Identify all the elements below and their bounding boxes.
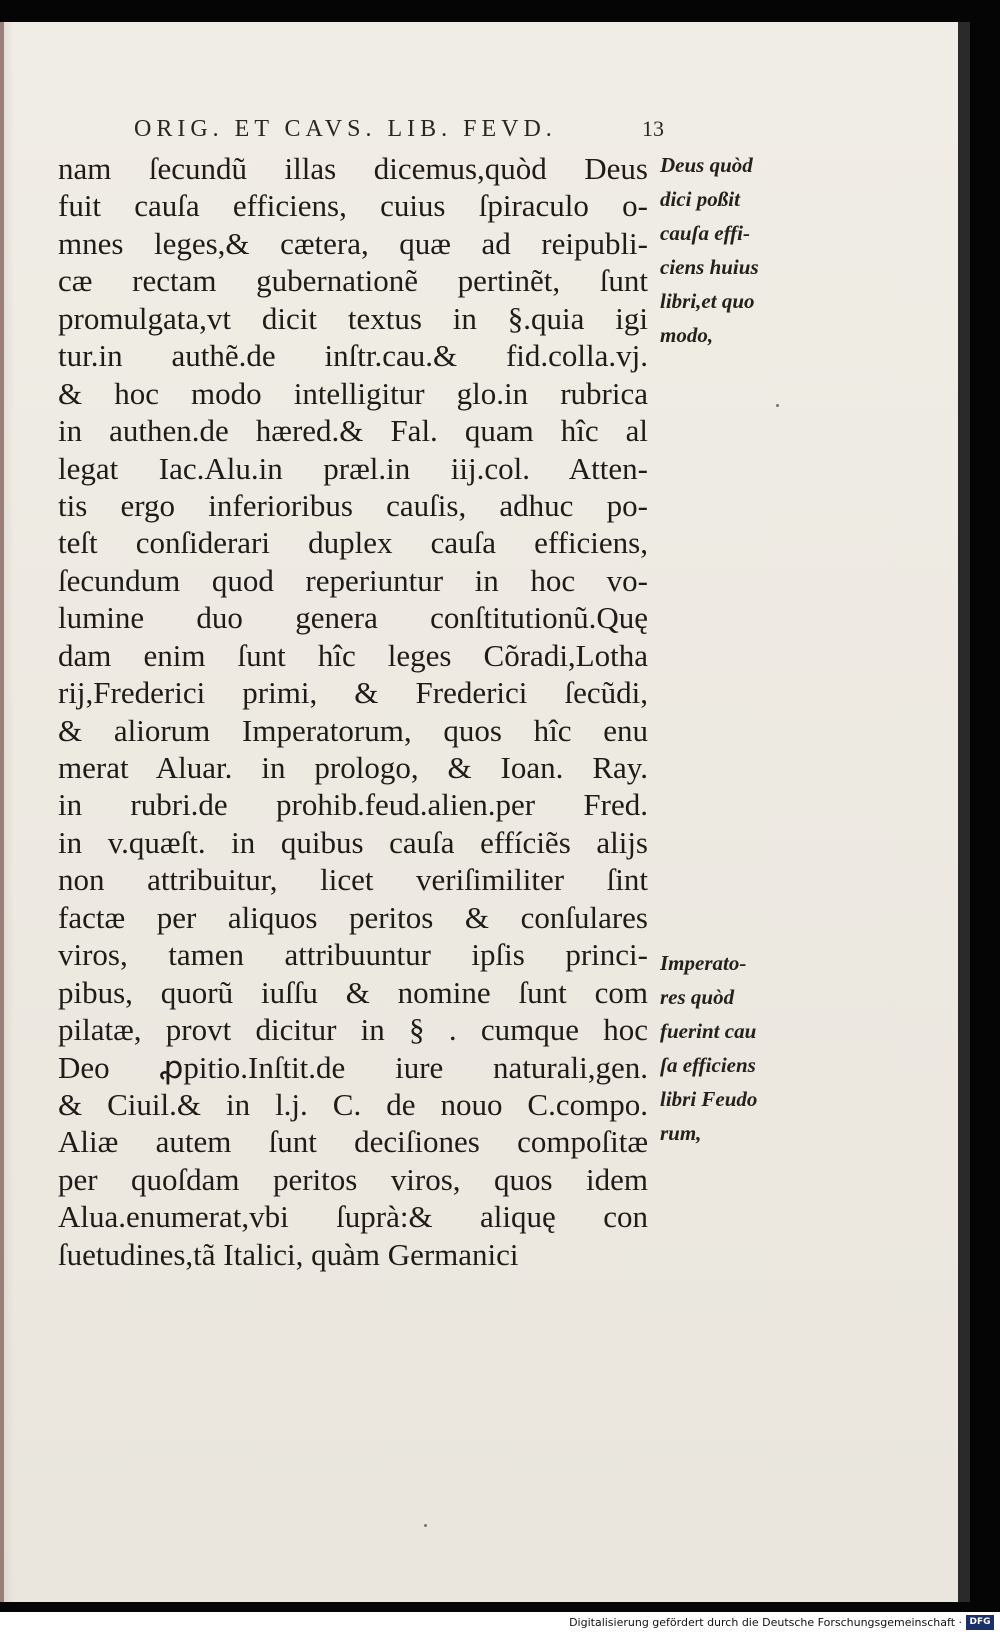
text-line: in rubri.de prohib.feud.alien.per Fred. (58, 787, 648, 823)
text-line: ſecundum quod reperiuntur in hoc vo- (58, 562, 648, 598)
running-head (134, 112, 664, 146)
text-line: pilatæ, provt dicitur in § . cumque hoc (58, 1012, 648, 1048)
text-line: cæ rectam gubernationẽ pertinẽt, ſunt (58, 263, 648, 299)
text-line: non attribuitur, licet veriſimiliter ſint (58, 862, 648, 898)
main-text-block (58, 150, 648, 1273)
text-line: in authen.de hæred.& Fal. quam hîc al (58, 413, 648, 449)
marginal-note-line: res quòd (660, 985, 735, 1009)
ink-speck (424, 1524, 427, 1527)
text-line: nam ſecundũ illas dicemus,quòd Deus (58, 151, 648, 186)
text-line: dam enim ſunt hîc leges Cõradi,Lotha (58, 637, 648, 673)
marginal-note-line: fuerint cau (660, 1019, 757, 1043)
page-gutter-edge (0, 22, 4, 1602)
page-number: 13 (642, 116, 664, 141)
text-line: & hoc modo intelligitur glo.in rubrica (58, 375, 648, 411)
marginal-note-imperatores (660, 946, 780, 1150)
text-line: ſuetudines,tã Italici, quàm Germanici (58, 1236, 519, 1272)
running-head-title: ORIG. ET CAVS. LIB. FEVD. (134, 115, 557, 142)
marginal-note-line: libri,et quo (660, 289, 755, 313)
funding-credit: Digitalisierung gefördert durch die Deutsche Forschungsgemeinschaft · (569, 1616, 962, 1629)
text-line: teſt conſiderari duplex cauſa efficiens, (58, 525, 648, 561)
text-line: fuit cauſa efficiens, cuius ſpiraculo o- (58, 188, 648, 224)
text-line: pibus, quorũ iuſſu & nomine ſunt com (58, 974, 648, 1010)
dfg-logo: DFG (966, 1615, 994, 1630)
text-line: tur.in authẽ.de inſtr.cau.& fid.colla.vj. (58, 338, 648, 374)
text-line: mnes leges,& cætera, quæ ad reipubli- (58, 225, 648, 261)
marginal-note-line: libri Feudo (660, 1087, 758, 1111)
text-line: factæ per aliquos peritos & conſulares (58, 899, 648, 935)
text-line: Deo ꝓpitio.Inſtit.de iure naturali,gen. (58, 1049, 648, 1085)
marginal-note-line: Deus quòd (660, 153, 753, 177)
text-line: merat Aluar. in prologo, & Ioan. Ray. (58, 750, 648, 785)
marginal-note-line: cauſa effi- (660, 221, 750, 245)
text-line: lumine duo genera conſtitutionũ.Quę (58, 600, 648, 636)
marginal-note-line: dici poßit (660, 187, 740, 211)
text-line: & Ciuil.& in l.j. C. de nouo C.compo. (58, 1086, 648, 1122)
ink-speck (776, 404, 779, 407)
text-line: in v.quæſt. in quibus cauſa effíciẽs alijs (58, 824, 648, 860)
text-line: rij,Frederici primi, & Frederici ſecũdi, (58, 675, 648, 711)
marginal-note-deus (660, 148, 780, 352)
text-line: tis ergo inferioribus cauſis, adhuc po- (58, 487, 648, 523)
text-line: legat Iac.Alu.in præl.in iij.col. Atten- (58, 450, 648, 486)
marginal-note-line: modo, (660, 323, 714, 347)
marginal-note-line: ſa efficiens (660, 1053, 756, 1077)
page-fore-edge (958, 22, 970, 1602)
text-line: promulgata,vt dicit textus in §.quia igi (58, 300, 648, 336)
text-line: Alua.enumerat,vbi ſuprà:& aliquę con (58, 1199, 648, 1235)
text-line: Aliæ autem ſunt deciſiones compoſitæ (58, 1124, 648, 1160)
text-line: & aliorum Imperatorum, quos hîc enu (58, 712, 648, 748)
text-line: per quoſdam peritos viros, quos idem (58, 1161, 648, 1197)
text-line: viros, tamen attribuuntur ipſis princi- (58, 937, 648, 973)
marginal-note-line: Imperato- (660, 951, 747, 975)
marginal-note-line: rum, (660, 1121, 702, 1145)
marginal-note-line: ciens huius (660, 255, 759, 279)
